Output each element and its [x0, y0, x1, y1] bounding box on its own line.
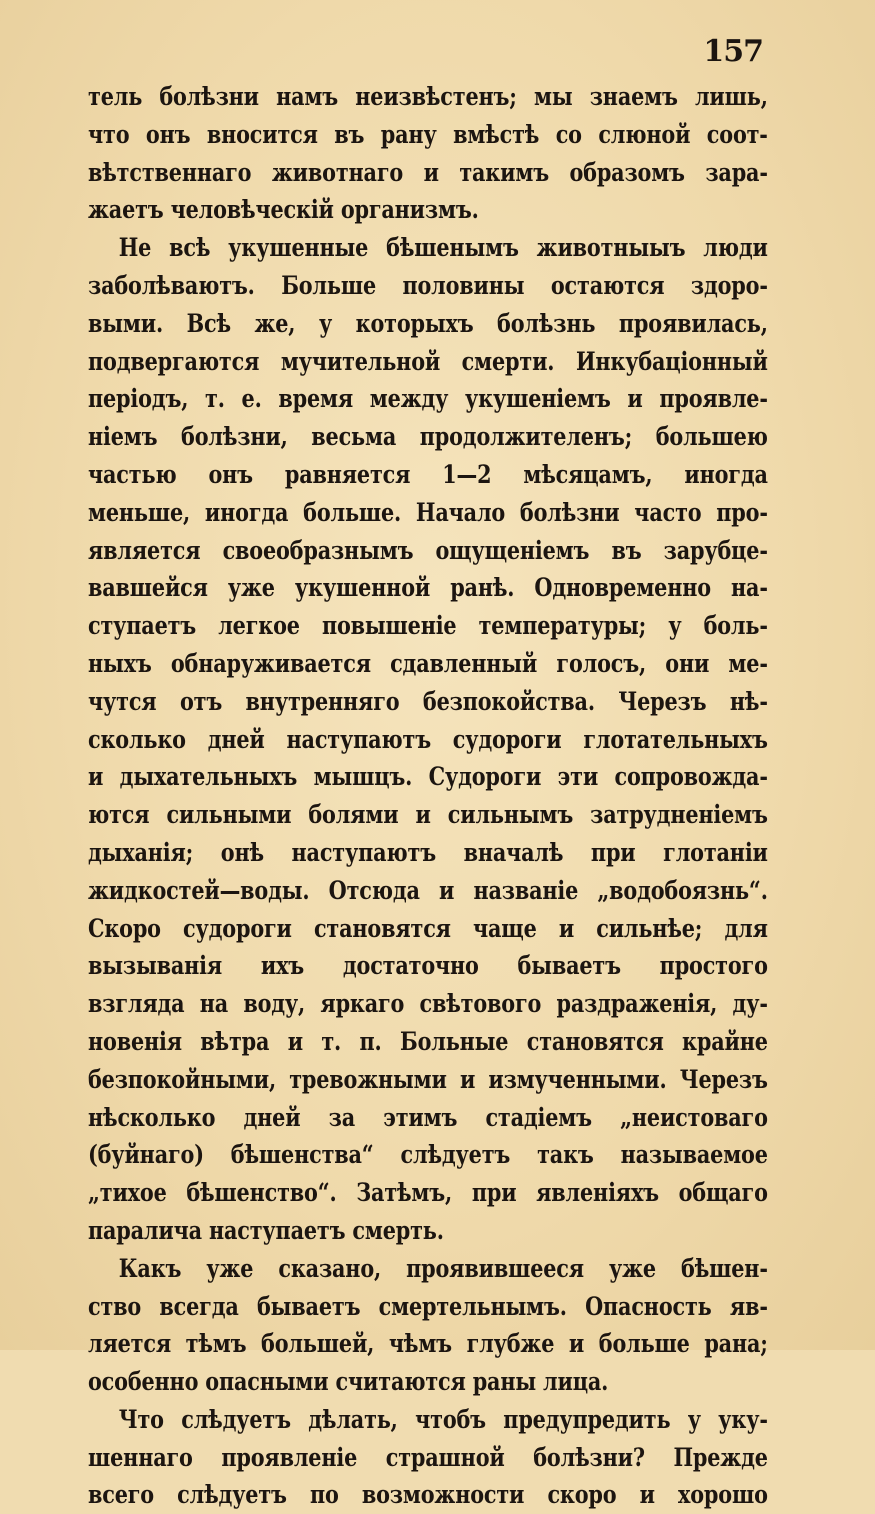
text-line: является своеобразнымъ ощущеніемъ въ зарубце-	[88, 535, 768, 565]
text-line: Что слѣдуетъ дѣлать, чтобъ предупредить у уку-	[118, 1404, 768, 1434]
text-line: новенія вѣтра и т. п. Больные становятся крайне	[88, 1026, 768, 1056]
text-line: Не всѣ укушенные бѣшенымъ животныыъ люди	[118, 233, 768, 263]
text-line: заболѣваютъ. Больше половины остаются здоро-	[88, 270, 768, 300]
text-line: Какъ уже сказано, проявившееся уже бѣшен-	[118, 1253, 768, 1283]
text-line: что онъ вносится въ рану вмѣстѣ со слюной соот-	[88, 119, 768, 149]
text-line: особенно опасными считаются раны лица.	[88, 1367, 609, 1397]
text-line: вавшейся уже укушенной ранѣ. Одновременно на-	[88, 573, 768, 603]
text-line: ство всегда бываетъ смертельнымъ. Опасность яв-	[88, 1291, 768, 1321]
text-line: меньше, иногда больше. Начало болѣзни часто про-	[88, 497, 768, 527]
text-line: ніемъ болѣзни, весьма продолжителенъ; большею	[88, 422, 768, 452]
text-line: паралича наступаетъ смерть.	[88, 1215, 444, 1245]
body-text	[88, 78, 768, 1514]
text-line: „тихое бѣшенство“. Затѣмъ, при явленіяхъ общаго	[88, 1178, 768, 1208]
text-line: взгляда на воду, яркаго свѣтового раздраженія, ду-	[88, 989, 768, 1019]
text-line: выми. Всѣ же, у которыхъ болѣзнь проявилась,	[88, 308, 768, 338]
text-line: сколько дней наступаютъ судороги глотательныхъ	[88, 724, 768, 754]
text-line: вызыванія ихъ достаточно бываетъ простого	[88, 951, 768, 981]
text-line: ляется тѣмъ большей, чѣмъ глубже и больше рана;	[88, 1329, 768, 1359]
text-line: жаетъ человѣческій организмъ.	[88, 195, 479, 225]
text-line: безпокойными, тревожными и измученными. Черезъ	[88, 1064, 768, 1094]
text-line: всего слѣдуетъ по возможности скоро и хорошо	[88, 1480, 768, 1510]
text-line: нѣсколько дней за этимъ стадіемъ „неистоваго	[88, 1102, 768, 1132]
text-line: частью онъ равняется 1—2 мѣсяцамъ, иногда	[88, 459, 768, 489]
page-number: 157	[703, 34, 763, 69]
text-line: шеннаго проявленіе страшной болѣзни? Прежде	[88, 1442, 768, 1472]
text-line: (буйнаго) бѣшенства“ слѣдуетъ такъ называемое	[88, 1140, 768, 1170]
text-line: дыханія; онѣ наступаютъ вначалѣ при глотаніи	[88, 837, 768, 867]
text-line: и дыхательныхъ мышцъ. Судороги эти сопровожда-	[88, 762, 768, 792]
text-line: тель болѣзни намъ неизвѣстенъ; мы знаемъ лишь,	[88, 82, 768, 111]
text-line: жидкостей—воды. Отсюда и названіе „водобоязнь“.	[88, 875, 768, 905]
text-line: ступаетъ легкое повышеніе температуры; у боль-	[88, 611, 768, 641]
text-line: ныхъ обнаруживается сдавленный голосъ, они ме-	[88, 648, 768, 678]
text-line: Скоро судороги становятся чаще и сильнѣе; для	[88, 913, 768, 943]
text-line: ются сильными болями и сильнымъ затрудненіемъ	[88, 800, 768, 830]
text-line: вѣтственнаго животнаго и такимъ образомъ зара-	[88, 157, 768, 187]
text-line: періодъ, т. е. время между укушеніемъ и проявле-	[88, 384, 768, 414]
text-line: подвергаются мучительной смерти. Инкубаціонный	[88, 346, 768, 376]
text-line: чутся отъ внутренняго безпокойства. Черезъ нѣ-	[88, 686, 768, 716]
